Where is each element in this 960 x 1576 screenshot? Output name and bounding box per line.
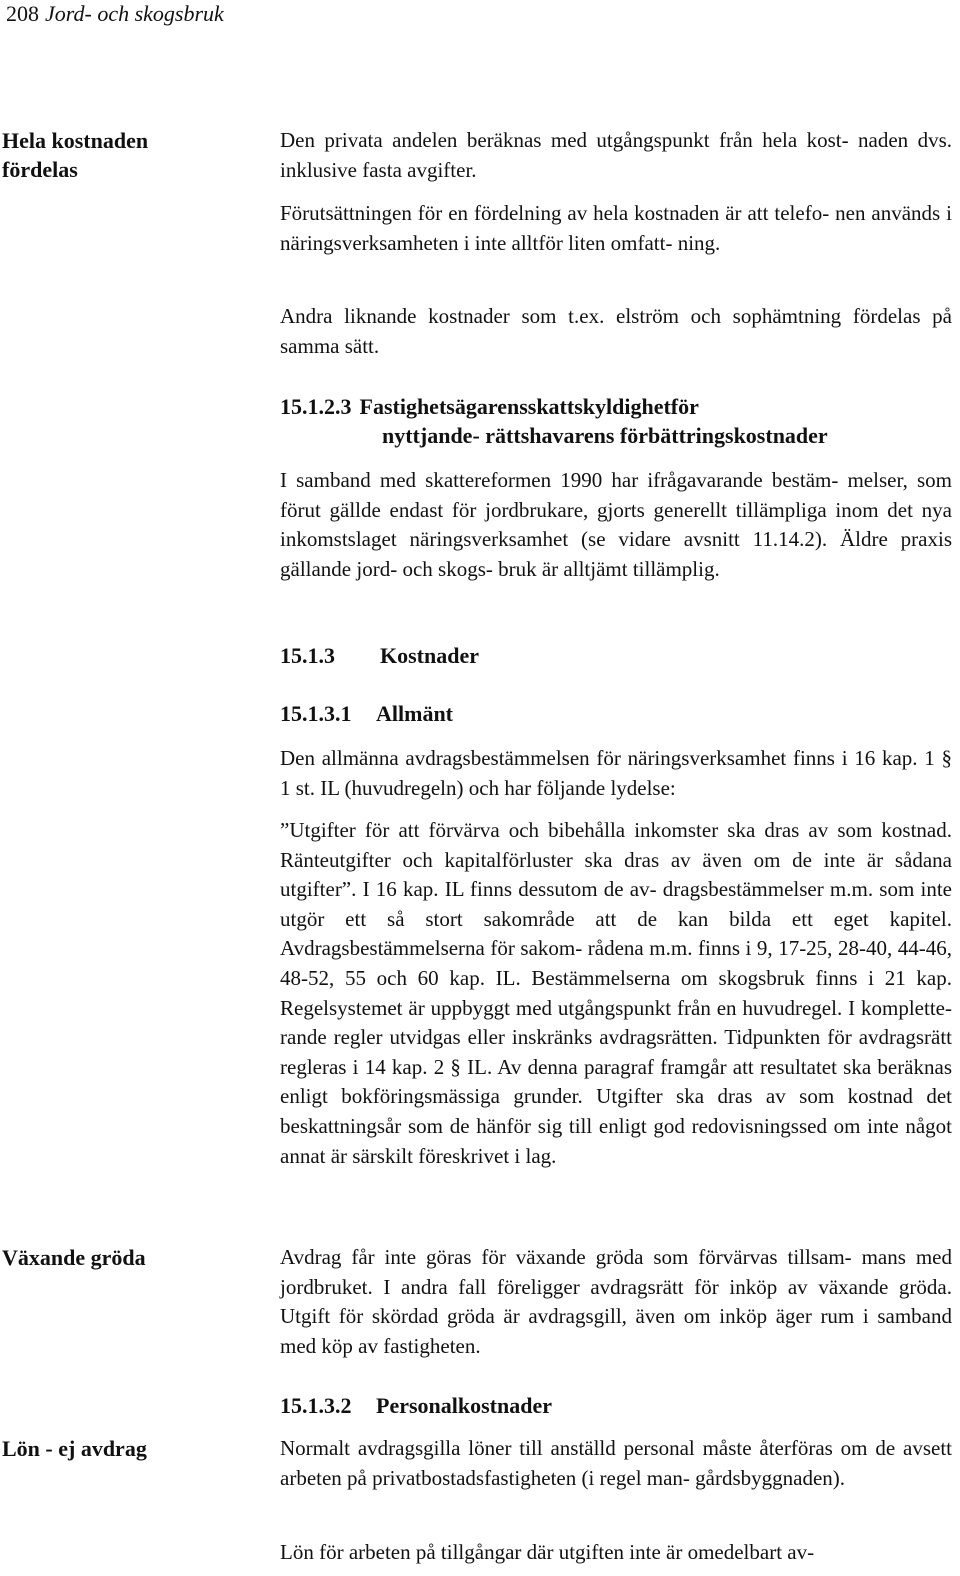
heading-15-1-3-2: [280, 1391, 952, 1420]
heading-number: 15.1.2.3: [280, 394, 352, 419]
heading-title: Kostnader: [380, 643, 479, 668]
paragraph-lagtext-citat: ”Utgifter för att förvärva och bibehålla inkomster ska dras av som kostnad. Ränteutgifter och kapitalförluster ska dras av även om de inte är sådana utgifter”. I 16 kap. IL finns dessutom de av- dragsbestämmelser m.m. som inte utgör ett så stort sakområde att de kan bilda ett eget kapitel. Avdragsbestämmelserna för sakom- rådena m.m. finns i 9, 17-25, 28-40, 44-46, 48-52, 55 och 60 kap. IL. Bestämmelserna om skogsbruk finns i 21 kap. Regelsystemet är uppbyggt med utgångspunkt från en huvudregel. I komplette- rande regler utvidgas eller inskränks avdragsrätten. Tidpunkten för avdragsrätt regleras i 14 kap. 2 § IL. Av denna paragraf framgår att resultatet ska beräknas enligt bokföringsmässiga grunder. Utgifter ska dras av som kostnad det beskattningsår som de hänför sig till enligt god redovisningssed om inte något annat är särskilt föreskrivet i lag.: [280, 818, 952, 1168]
margin-note-vaxande-groda: Växande gröda: [2, 1245, 146, 1270]
page-header: [6, 0, 224, 28]
heading-15-1-2-3: [280, 392, 952, 450]
page-number: 208: [6, 1, 39, 26]
heading-title: Personalkostnader: [376, 1393, 552, 1418]
heading-title-line1: Fastighetsägarensskattskyldighetför: [359, 394, 699, 419]
paragraph-skattereformen: I samband med skattereformen 1990 har ifrågavarande bestäm- melser, som förut gällde endast för jordbrukare, gjorts generellt tillämpliga inom det nya inkomstslaget näringsverksamhet (se vidare avsnitt 11.14.2). Äldre praxis gällande jord- och skogs- bruk är alltjämt tillämplig.: [280, 468, 952, 581]
margin-note-line: Hela kostnaden: [2, 128, 149, 153]
paragraph-lon-arbeten: Lön för arbeten på tillgångar där utgiften inte är omedelbart av-: [280, 1540, 815, 1564]
paragraph-avdragsbestammelse: Den allmänna avdragsbestämmelsen för näringsverksamhet finns i 16 kap. 1 § 1 st. IL (huvudregeln) och har följande lydelse:: [280, 746, 952, 800]
paragraph-vaxande-groda: Avdrag får inte göras för växande gröda som förvärvas tillsam- mans med jordbruket. I andra fall föreligger avdragsrätt för inköp av växande gröda. Utgift för skördad gröda är avdragsgill, även om inköp äger rum i samband med köp av fastigheten.: [280, 1245, 952, 1358]
paragraph-forutsattningen: Förutsättningen för en fördelning av hela kostnaden är att telefo- nen används i näringsverksamheten i inte alltför liten omfatt- ning.: [280, 201, 952, 255]
running-section-title: Jord- och skogsbruk: [45, 1, 224, 26]
heading-number: 15.1.3.2: [280, 1393, 352, 1418]
margin-note-line: fördelas: [2, 157, 78, 182]
heading-title-line2: nyttjande- rättshavarens förbättringskostnader: [382, 423, 828, 448]
heading-number: 15.1.3: [280, 643, 335, 668]
paragraph-privata-andelen: Den privata andelen beräknas med utgångspunkt från hela kost- naden dvs. inklusive fasta avgifter.: [280, 128, 952, 182]
heading-15-1-3: [280, 641, 952, 670]
heading-number: 15.1.3.1: [280, 701, 352, 726]
margin-note-hela-kostnaden: [2, 126, 232, 184]
margin-note-lon-ej-avdrag: Lön - ej avdrag: [2, 1436, 147, 1461]
paragraph-andra-liknande: Andra liknande kostnader som t.ex. elström och sophämtning fördelas på samma sätt.: [280, 304, 952, 358]
paragraph-personal-loner: Normalt avdragsgilla löner till anställd personal måste återföras om de avsett arbeten på privatbostadsfastigheten (i regel man- gårdsbyggnaden).: [280, 1436, 952, 1490]
heading-title: Allmänt: [376, 701, 453, 726]
heading-15-1-3-1: [280, 699, 952, 728]
